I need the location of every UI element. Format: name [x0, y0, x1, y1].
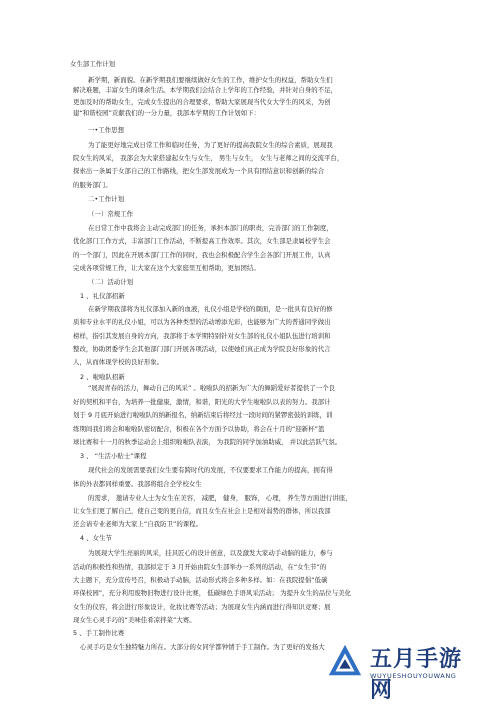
doc-line: 优化部门工作方式，丰富部门工作活动，不断提高工作效率。其次，女生部是隶属校学生会: [73, 237, 331, 245]
doc-line: 为展现大学生亮丽的风采，挂具匠心的设计创意，以及激发大家动手动脑的能力，参与: [88, 549, 333, 557]
doc-line: 整改，协助团委学生会其他部门部门开展各项活动，以使她们真正成为学院良好形象的代言: [73, 345, 331, 353]
doc-line: 一•工作思想: [88, 126, 125, 134]
doc-line: 练期间我们将会和啦啦队密切配合，积极在各个方面予以协助，将会在十月的“迎新杯”篮: [73, 425, 325, 433]
watermark-logo: [326, 642, 476, 703]
doc-line: 球比赛和十一月的秋季运动会上组织啦啦队表演， 为我院的同学加油助威， 并以此活跃气氛。: [73, 438, 342, 446]
doc-line: 1 、礼仪部招新: [80, 292, 125, 300]
doc-line: 心灵手巧是女生独特魅力所在。大部分的女同学都钟情于手工制作。为了更好的发扬大: [80, 643, 325, 651]
five-triangle-logo-icon: [326, 642, 364, 680]
doc-line: 质和专业水平的礼仪小姐，可以为各种类型的活动增添光彩，也能够为广大的普通同学做出: [73, 318, 331, 326]
doc-line: 在新学期我部将为礼仪部加入新的血液，礼仪小组是学校的颜面，是一批具有良好的修: [88, 305, 333, 313]
doc-line: 的服务部门。: [73, 181, 112, 189]
doc-line: 女生的仪容，将会进行形象设计，化妆比赛等活动；为展现女生内涵而进行得知识竞赛；展: [73, 603, 331, 611]
doc-line: 好的契机和平台，为培养一批健康，激情，和谐，阳光的大学生啦啦队以表的努力。我部计: [73, 398, 331, 406]
doc-line: 还会请专业老师为大家上“自我防卫”的课程。: [73, 520, 203, 528]
doc-line: 的一个部门，因此在开展本部门工作的同时，我也会积极配合学生会各部门开展工作，认真: [73, 251, 331, 259]
doc-line: 人，从而体现学校的良好形象。: [73, 358, 164, 366]
doc-line: 完成各项常规工作，让大家在这个大家庭里互相帮助，更加团结。: [73, 264, 260, 272]
doc-line: 新学期，新面貌。在新学期我们要继续做好女生的工作，维护女生的权益，帮助女生们: [88, 76, 333, 84]
doc-line: 大主题下，充分宣传号召，积极动手动脑，活动形式将会多种多样。如：在我院提倡“低碳: [73, 576, 328, 584]
doc-line: 现女生心灵手巧的“美味佳肴凉拌菜”大赛。: [73, 616, 196, 624]
doc-line: 建“和谐校园”贡献我们的一分力量，我部本学期的工作计划如下：: [73, 109, 261, 117]
doc-line: 更加及时的帮助女生，完成女生提出的合理要求，帮助大家展现当代女大学生的风采，为创: [73, 98, 331, 106]
doc-line: 活动的积极性和热情，我部拟定于 3 月开始由院女生部举办一系列的活动，在“女生节”的: [73, 563, 327, 571]
doc-line: 划于 9 月底开始进行啦啦队的纳新报名，纳新结束后将经过一段时间的紧锣密鼓的训练，训: [73, 411, 333, 419]
doc-line: （一）常规工作: [88, 210, 134, 218]
doc-line: 现代社会的发展需要我们女生要有跨时代的发展，不仅要要求工作能力的提高，拥有得: [88, 466, 333, 474]
doc-line: 二•工作计划: [88, 195, 125, 203]
doc-line: 环保校园”，充分利用废物旧物进行设计比赛， 低碳绿色手语风采活动； 为提升女生的品位与美化: [73, 589, 352, 597]
doc-line: 榜样，指引其发展自身的方向，我部将于本学期特别针对女生部的礼仪小姐队伍进行培训和: [73, 332, 331, 340]
doc-line: 院女生的风采， 我部会为大家搭建起女生与女生， 男生与女生， 女生与老师之间的交流平台，: [73, 154, 344, 162]
doc-line: “展现青春的活力，舞动自己的风采” 。啦啦队的招新为广大的舞蹈爱好者提供了一个良: [88, 384, 336, 392]
doc-line: 的需求， 邀请专业人士为女生在美容， 减肥， 健身， 服饰， 心理， 养生等方面进行讲座，: [88, 494, 352, 502]
doc-line: 在日常工作中我将会主动完成部门的任务，承担本部门的职责，完善部门的工作制度，: [88, 224, 333, 232]
doc-line: 为了能更好地完成日常工作和临时任务，为了更好的提高我院女生的综合素质，展现我: [88, 141, 333, 149]
doc-line: 4 、女生节: [80, 534, 112, 542]
doc-line: 5 、手工制作比赛: [73, 629, 125, 637]
doc-line: 解决难题，丰富女生的课余生活。本学期我们会结合上学年的工作经验，并针对自身的不足，: [73, 86, 338, 94]
watermark-title: 五月手游网: [370, 647, 463, 703]
doc-line: 2 、啦啦队招新: [80, 373, 125, 381]
doc-line: 让女生们更了解自己，使自己变的更自信，而且女生在社会上是相对弱势的群体，所以我部: [73, 507, 331, 515]
doc-line: 探索出一条属于女部自己的工作路线，把女生部发展成为一个具有团结意识和创新的综合: [73, 167, 325, 175]
doc-line: 体的外表都同样重要。我部将组合全学校女生: [73, 480, 202, 488]
doc-line: 3 、 “生活小贴士”课程: [80, 452, 147, 460]
watermark-subtitle: WUYUESHOUYOUWANG: [370, 672, 457, 680]
doc-title: 女生部工作计划: [70, 60, 116, 68]
doc-line: （二）活动计划: [88, 278, 134, 286]
